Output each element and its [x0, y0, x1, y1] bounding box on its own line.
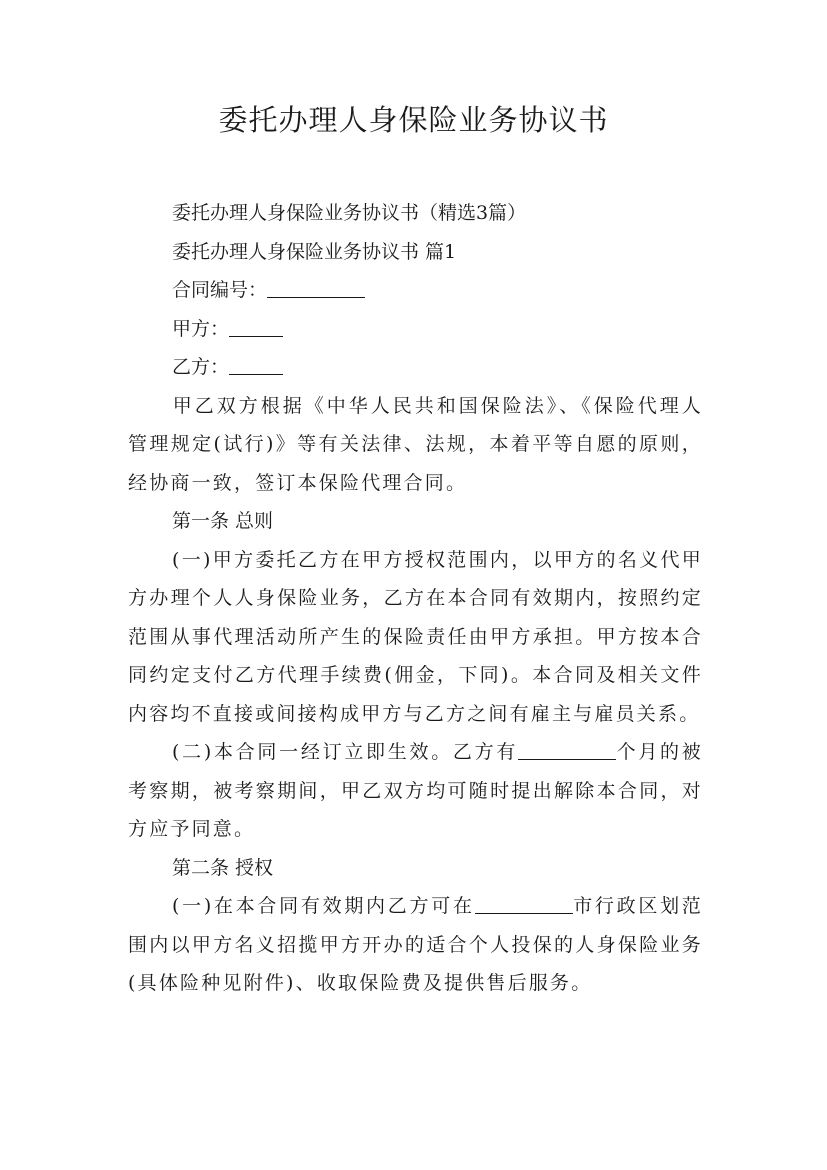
contract-number-line	[128, 271, 703, 310]
document-title: 委托办理人身保险业务协议书	[218, 103, 609, 137]
document-body	[128, 194, 703, 1003]
article-2-title: 第二条 授权	[172, 856, 274, 879]
contract-number-blank	[267, 277, 365, 298]
contract-number-label: 合同编号：	[172, 279, 268, 301]
party-b-label: 乙方：	[172, 356, 230, 378]
party-a-blank	[229, 316, 283, 337]
party-a-label: 甲方：	[172, 317, 230, 340]
article-1-clause-1-text: (一)甲方委托乙方在甲方授权范围内，以甲方的名义代甲方办理个人人身保险业务，乙方在本合同有效期内，按照约定范围从事代理活动所产生的保险责任由甲方承担。甲方按本合同约定支付乙方代理手续费(佣金，下同)。本合同及相关文件内容均不直接或间接构成甲方与乙方之间有雇主与雇员关系。	[128, 548, 703, 725]
intro-text: 甲乙双方根据《中华人民共和国保险法》、《保险代理人管理规定(试行)》等有关法律、法规，本着平等自愿的原则，经协商一致，签订本保险代理合同。	[128, 394, 703, 494]
article-1-clause-2	[128, 733, 703, 849]
subtitle-line: 委托办理人身保险业务协议书（精选3篇）	[172, 202, 527, 224]
article-2-clause-1	[128, 887, 703, 1003]
section-heading: 委托办理人身保险业务协议书 篇1	[172, 240, 457, 263]
party-a-line	[128, 310, 703, 349]
article-1-clause-1	[128, 541, 703, 734]
months-blank	[518, 739, 616, 760]
article-1-clause-2-text-post: 个月的被考察期，被考察期间，甲乙双方均可随时提出解除本合同，对方应予同意。	[128, 741, 703, 840]
article-2-clause-1-text-pre: (一)在本合同有效期内乙方可在	[172, 895, 475, 917]
party-b-blank	[229, 354, 283, 375]
party-b-line	[128, 348, 703, 387]
city-blank	[475, 893, 573, 914]
article-1-clause-2-text-pre: (二)本合同一经订立即生效。乙方有	[172, 741, 519, 763]
article-1-title: 第一条 总则	[172, 510, 274, 532]
intro-paragraph	[128, 387, 703, 503]
article-2-clause-1-text-post: 市行政区划范围内以甲方名义招揽甲方开办的适合个人投保的人身保险业务(具体险种见附件)、收取保险费及提供售后服务。	[128, 895, 704, 994]
